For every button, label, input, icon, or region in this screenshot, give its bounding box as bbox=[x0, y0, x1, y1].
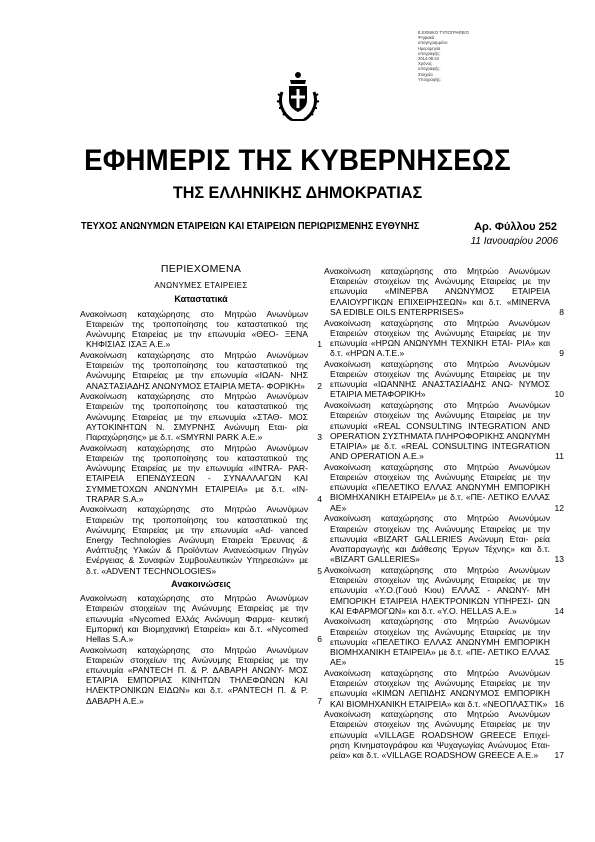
entry-text: Ανακοίνωση καταχώρησης στο Μητρώο Ανωνύμων Εταιρειών στοιχείων της Ανώνυμης Εταιρείας με την επωνυμία «ΙΩΑΝΝΗΣ ΑΝΑΣΤΑΣΙΑΔΗΣ ΑΝΩ- ΝΥΜΟΣ ΕΤΑΙΡΙΑ ΜΕΤΑΦΟΡΙΚΗ» bbox=[324, 358, 550, 400]
entry-page: 9 bbox=[559, 348, 564, 359]
contents-entry[interactable] bbox=[324, 616, 564, 667]
contents-entry[interactable] bbox=[324, 266, 564, 317]
contents-left-column bbox=[80, 264, 322, 706]
entry-text: Ανακοίνωση καταχώρησης στο Μητρώο Ανωνύμων Εταιρειών στοιχείων της Ανώνυμης Εταιρείας με την επωνυμία «PANTECH Π. & Ρ. ΔΑΒΑΡΗ ΑΝΩΝΥ- ΜΟΣ ΕΤΑΙΡΙΑ ΕΜΠΟΡΙΑΣ ΚΙΝΗΤΩΝ ΤΗΛΕΦΩΝΩΝ ΚΑΙ ΗΛΕΚΤΡΟΝΙΚΩΝ ΕΙΔΩΝ» και δ.τ. «PANTECH Π. & Ρ. ΔΑΒΑΡΗ Α.Ε.» bbox=[80, 644, 308, 706]
entry-text: Ανακοίνωση καταχώρησης στο Μητρώο Ανωνύμων Εταιρειών στοιχείων της Ανώνυμης Εταιρείας με την επωνυμία «Υ.Ο.(Γουό Κιου) ΕΛΛΑΣ - ΑΝΩΝΥ- ΜΗ ΕΜΠΟΡΙΚΗ ΕΤΑΙΡΕΙΑ ΗΛΕΚΤΡΟΝΙΚΩΝ ΥΠΗΡΕΣΙ- ΩΝ ΚΑΙ ΕΦΑΡΜΟΓΩΝ» και δ.τ. «Υ.Ο. HELLAS Α.Ε.» bbox=[324, 564, 550, 616]
stamp-line: Υπογραφής: bbox=[418, 76, 442, 82]
contents-entry[interactable] bbox=[80, 645, 322, 706]
entry-text: Ανακοίνωση καταχώρησης στο Μητρώο Ανωνύμων Εταιρειών στοιχείων της Ανώνυμης Εταιρείας με την επωνυμία «ΚΙΜΩΝ ΛΕΠΙΔΗΣ ΑΝΩΝΥΜΟΣ ΕΜΠΟΡΙΚΗ ΚΑΙ ΒΙΟΜΗΧΑΝΙΚΗ ΕΤΑΙΡΕΙΑ» και δ.τ. «ΝΕΟΠΛΑΣΤΙΚ» bbox=[324, 667, 550, 709]
subsection-announcements: Ανακοινώσεις bbox=[171, 578, 231, 589]
contents-entry[interactable] bbox=[80, 504, 322, 575]
subsection-statutes: Καταστατικά bbox=[174, 294, 228, 305]
contents-entry[interactable] bbox=[324, 462, 564, 513]
contents-entry[interactable] bbox=[324, 359, 564, 400]
entry-text: Ανακοίνωση καταχώρησης στο Μητρώο Ανωνύμων Εταιρειών της τροποποίησης του καταστατικού της Ανώνυμης Εταιρείας με την επωνυμία «ΣΤΑΘ- ΜΟΣ ΑΥΤΟΚΙΝΗΤΩΝ Ν. ΣΜΥΡΝΗΣ Ανώνυμη Εται- ρία Παραχώρησης» με δ.τ. «SMYRNI PARK Α.Ε.» bbox=[80, 391, 308, 443]
stamp-line: υπογεγραμμένο bbox=[418, 40, 448, 46]
entry-text: Ανακοίνωση καταχώρησης στο Μητρώο Ανωνύμων Εταιρειών στοιχείων της Ανώνυμης Εταιρείας με την επωνυμία «Nycomed Ελλάς Ανώνυμη Φαρμα- κευτική Εμπορική και Βιομηχανική Εταιρεία» και δ.τ. «Nycomed Hellas S.A.» bbox=[80, 593, 308, 644]
contents-entry[interactable] bbox=[80, 443, 322, 504]
contents-title: ΠΕΡΙΕΧΟΜΕΝΑ bbox=[160, 263, 242, 275]
contents-entry[interactable] bbox=[324, 400, 564, 461]
entry-page: 12 bbox=[554, 502, 564, 513]
entry-text: Ανακοίνωση καταχώρησης στο Μητρώο Ανωνύμων Εταιρειών της τροποποίησης του καταστατικού της Ανώνυμης Εταιρείας με την επωνυμία «ΘΕΟ- ΞΕΝΑ ΚΗΦΙΣΙΑΣ ΙΣΑΞ Α.Ε.» bbox=[80, 308, 308, 350]
entry-text: Ανακοίνωση καταχώρησης στο Μητρώο Ανωνύμων Εταιρειών στοιχείων της Ανώνυμης Εταιρείας με την επωνυμία «ΠΕΛΕΤΙΚΟ ΕΛΛΑΣ ΑΝΩΝΥΜΗ ΕΜΠΟΡΙΚΗ ΒΙΟΜΗΧΑΝΙΚΗ ΕΤΑΙΡΕΙΑ» με δ.τ. «ΠΕ- ΛΕΤΙΚΟ ΕΛΛΑΣ ΑΕ» bbox=[324, 461, 550, 513]
stamp-line: Ε.ΕΘΝΙΚΟ ΤΥΠΟΓΡΑΦΕΙΟ bbox=[418, 30, 469, 35]
stamp-line: Χρόνος bbox=[418, 61, 432, 67]
contents-entry[interactable] bbox=[324, 513, 564, 564]
contents-entry[interactable] bbox=[80, 309, 322, 350]
contents-entry[interactable] bbox=[324, 318, 564, 359]
contents-entry[interactable] bbox=[324, 709, 564, 760]
entry-page: 13 bbox=[554, 554, 564, 565]
entry-page: 14 bbox=[554, 605, 564, 616]
entry-page: 10 bbox=[554, 389, 564, 400]
entry-page: 1 bbox=[317, 339, 322, 350]
stamp-line: Στοιχεία bbox=[418, 71, 433, 77]
sheet-number: Αρ. Φύλλου 252 bbox=[474, 221, 557, 233]
entry-page: 8 bbox=[559, 306, 564, 317]
contents-entry[interactable] bbox=[80, 350, 322, 391]
entry-text: Ανακοίνωση καταχώρησης στο Μητρώο Ανωνύμων Εταιρειών της τροποποίησης του καταστατικού της Ανώνυμης Εταιρείας με την επωνυμία «Ad- vanced Energy Technologies Ανώνυμη Εταιρεία Έρευνας & Ανάπτυξης Υλικών & Προϊόντων Ανανεώσιμων Πηγών Ενέργειας & Συναφών Συμβουλευτικών Υπηρεσιών» με δ.τ. «ADVENT TECHNOLOGIES» bbox=[80, 504, 308, 576]
entry-text: Ανακοίνωση καταχώρησης στο Μητρώο Ανωνύμων Εταιρειών της τροποποίησης του καταστατικού της Ανώνυμης Εταιρείας με την επωνυμία «ΙΩΑΝ- ΝΗΣ ΑΝΑΣΤΑΣΙΑΔΗΣ ΑΝΩΝΥΜΟΣ ΕΤΑΙΡΙΑ ΜΕΤΑ- ΦΟΡΙΚΗ» bbox=[80, 349, 308, 391]
entry-text: Ανακοίνωση καταχώρησης στο Μητρώο Ανωνύμων Εταιρειών στοιχείων της Ανώνυμης Εταιρείας με την επωνυμία «ΜΙΝΕΡΒΑ ΑΝΩΝΥΜΟΣ ΕΤΑΙΡΕΙΑ ΕΛΑΙΟΥΡΓΙΚΩΝ ΕΠΙΧΕΙΡΗΣΕΩΝ» και δ.τ. «MINERVA SA EDIBLE OILS ENTERPRISES» bbox=[324, 266, 550, 317]
section-heading: ΑΝΩΝΥΜΕΣ ΕΤΑΙΡΕΙΕΣ bbox=[154, 281, 248, 291]
contents-entry[interactable] bbox=[80, 391, 322, 442]
issue-type: ΤΕΥΧΟΣ ΑΝΩΝΥΜΩΝ ΕΤΑΙΡΕΙΩΝ ΚΑΙ ΕΤΑΙΡΕΙΩΝ ΠΕΡΙΩΡΙΣΜΕΝΗΣ ΕΥΘΥΝΗΣ bbox=[81, 221, 420, 232]
issue-date: 11 Ιανουαρίου 2006 bbox=[470, 236, 558, 247]
entry-page: 4 bbox=[317, 493, 322, 504]
entry-page: 11 bbox=[555, 451, 564, 462]
stamp-line: Ημερομηνία bbox=[418, 45, 441, 51]
entry-page: 3 bbox=[317, 432, 322, 443]
entry-page: 7 bbox=[317, 695, 322, 706]
entry-page: 16 bbox=[554, 698, 564, 709]
entry-text: Ανακοίνωση καταχώρησης στο Μητρώο Ανωνύμων Εταιρειών της τροποποίησης του καταστατικού της Ανώνυμης Εταιρείας με την επωνυμία «INTRA- PAR- ΕΤΑΙΡΕΙΑ ΕΠΕΝΔΥΣΕΩΝ - ΣΥΝΑΛΛΑΓΩΝ ΚΑΙ ΣΥΜΜΕΤΟΧΩΝ ΑΝΩΝΥΜΗ ΕΤΑΙΡΕΙΑ» με δ.τ. «IN- TRAPAR S.A.» bbox=[80, 442, 308, 504]
entry-text: Ανακοίνωση καταχώρησης στο Μητρώο Ανωνύμων Εταιρειών στοιχείων της Ανώνυμης Εταιρείας με την επωνυμία «VILLAGE ROADSHOW GREECE Επιχεί- ρηση Κινηματογράφου και Ψυχαγωγίας Ανώνυμος Εται- ρεία» και δ.τ. «VILLAGE ROADSHOW GREECE Α.Ε.» bbox=[324, 709, 550, 761]
entry-page: 15 bbox=[554, 657, 564, 668]
stamp-line: 2014.09.22 bbox=[418, 56, 439, 62]
gazette-subtitle: ΤΗΣ ΕΛΛΗΝΙΚΗΣ ΔΗΜΟΚΡΑΤΙΑΣ bbox=[172, 183, 423, 202]
entry-text: Ανακοίνωση καταχώρησης στο Μητρώο Ανωνύμων Εταιρειών στοιχείων της Ανώνυμης Εταιρείας με την επωνυμία «ΗΡΩΝ ΑΝΩΝΥΜΗ ΤΕΧΝΙΚΗ ΕΤΑΙ- ΡΙΑ» και δ.τ. «ΗΡΩΝ Α.Τ.Ε.» bbox=[324, 317, 550, 359]
stamp-line: υπογραφής: bbox=[418, 66, 441, 72]
entry-page: 5 bbox=[317, 565, 322, 576]
stamp-line: υπογραφής: bbox=[418, 50, 441, 56]
issue-line bbox=[81, 221, 561, 235]
digital-signature-stamp bbox=[418, 30, 488, 82]
entry-text: Ανακοίνωση καταχώρησης στο Μητρώο Ανωνύμων Εταιρειών στοιχείων της Ανώνυμης Εταιρείας με την επωνυμία «REAL CONSULTING INTEGRATION AND OPERATION ΣΥΣΤΗΜΑΤΑ ΠΛΗΡΟΦΟΡΙΚΗΣ ΑΝΩΝΥΜΗ ΕΤΑΙΡΙΑ» με δ.τ. «REAL CONSULTING INTEGRATION AND OPERATION Α.Ε.» bbox=[324, 400, 550, 462]
stamp-line: Ψηφιακά bbox=[418, 35, 435, 41]
contents-entry[interactable] bbox=[80, 593, 322, 644]
entry-text: Ανακοίνωση καταχώρησης στο Μητρώο Ανωνύμων Εταιρειών στοιχείων της Ανώνυμης Εταιρείας με την επωνυμία «ΠΕΛΕΤΙΚΟ ΕΛΛΑΣ ΑΝΩΝΥΜΗ ΕΜΠΟΡΙΚΗ ΒΙΟΜΗΧΑΝΙΚΗ ΕΤΑΙΡΕΙΑ» με δ.τ. «ΠΕ- ΛΕΤΙΚΟ ΕΛΛΑΣ ΑΕ» bbox=[324, 616, 550, 668]
greek-coat-of-arms-icon bbox=[276, 62, 320, 124]
contents-right-column bbox=[324, 266, 564, 761]
contents-entry[interactable] bbox=[324, 565, 564, 616]
entry-page: 2 bbox=[317, 380, 322, 391]
entry-page: 6 bbox=[317, 633, 322, 644]
contents-entry[interactable] bbox=[324, 668, 564, 709]
entry-text: Ανακοίνωση καταχώρησης στο Μητρώο Ανωνύμων Εταιρειών στοιχείων της Ανώνυμης Εταιρείας με την επωνυμία «BIZART GALLERIES Ανώνυμη Εται- ρεία Αναπαραγωγής και Διάθεσης Έργων Τέχνης» και δ.τ. «BIZART GALLERIES» bbox=[324, 513, 550, 565]
entry-page: 17 bbox=[554, 750, 564, 761]
gazette-title: ΕΦΗΜΕΡΙΣ ΤΗΣ ΚΥΒΕΡΝΗΣΕΩΣ bbox=[84, 144, 511, 177]
